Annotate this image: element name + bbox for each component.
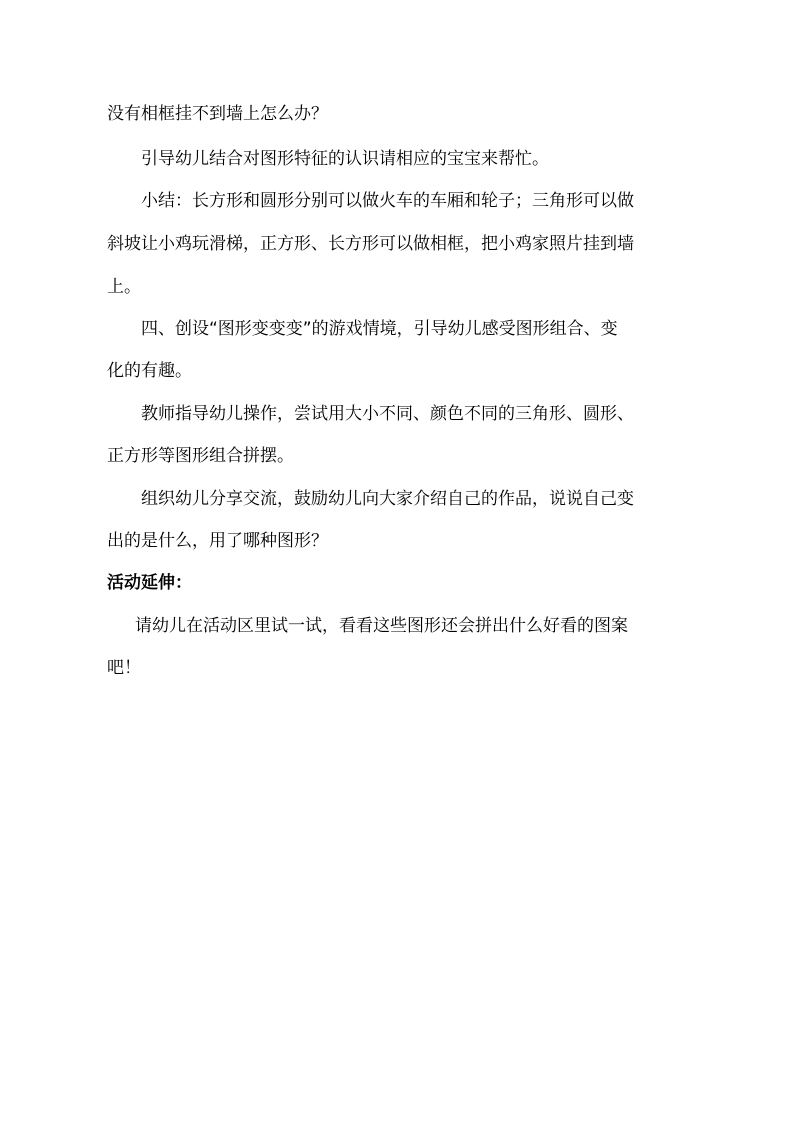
paragraph-line: 教师指导幼儿操作，尝试用大小不同、颜色不同的三角形、圆形、 — [141, 404, 634, 424]
paragraph-line: 引导幼儿结合对图形特征的认识请相应的宝宝来帮忙。 — [141, 149, 549, 169]
paragraph-line: 小结：长方形和圆形分别可以做火车的车厢和轮子；三角形可以做 — [141, 191, 634, 211]
paragraph-line: 上。 — [107, 277, 141, 297]
paragraph-line: 出的是什么，用了哪种图形？ — [107, 531, 328, 551]
paragraph-line: 组织幼儿分享交流，鼓励幼儿向大家介绍自己的作品，说说自己变 — [141, 489, 634, 509]
paragraph-line: 四、创设“图形变变变”的游戏情境，引导幼儿感受图形组合、变 — [141, 319, 618, 339]
paragraph-line: 斜坡让小鸡玩滑梯，正方形、长方形可以做相框，把小鸡家照片挂到墙 — [107, 234, 634, 254]
paragraph-line: 没有相框挂不到墙上怎么办？ — [107, 104, 328, 124]
paragraph-line: 化的有趣。 — [107, 361, 192, 381]
section-heading: 活动延伸： — [107, 573, 192, 593]
paragraph-line: 吧！ — [107, 658, 141, 678]
paragraph-line: 正方形等图形组合拼摆。 — [107, 446, 294, 466]
paragraph-line: 请幼儿在活动区里试一试，看看这些图形还会拼出什么好看的图案 — [135, 616, 628, 636]
